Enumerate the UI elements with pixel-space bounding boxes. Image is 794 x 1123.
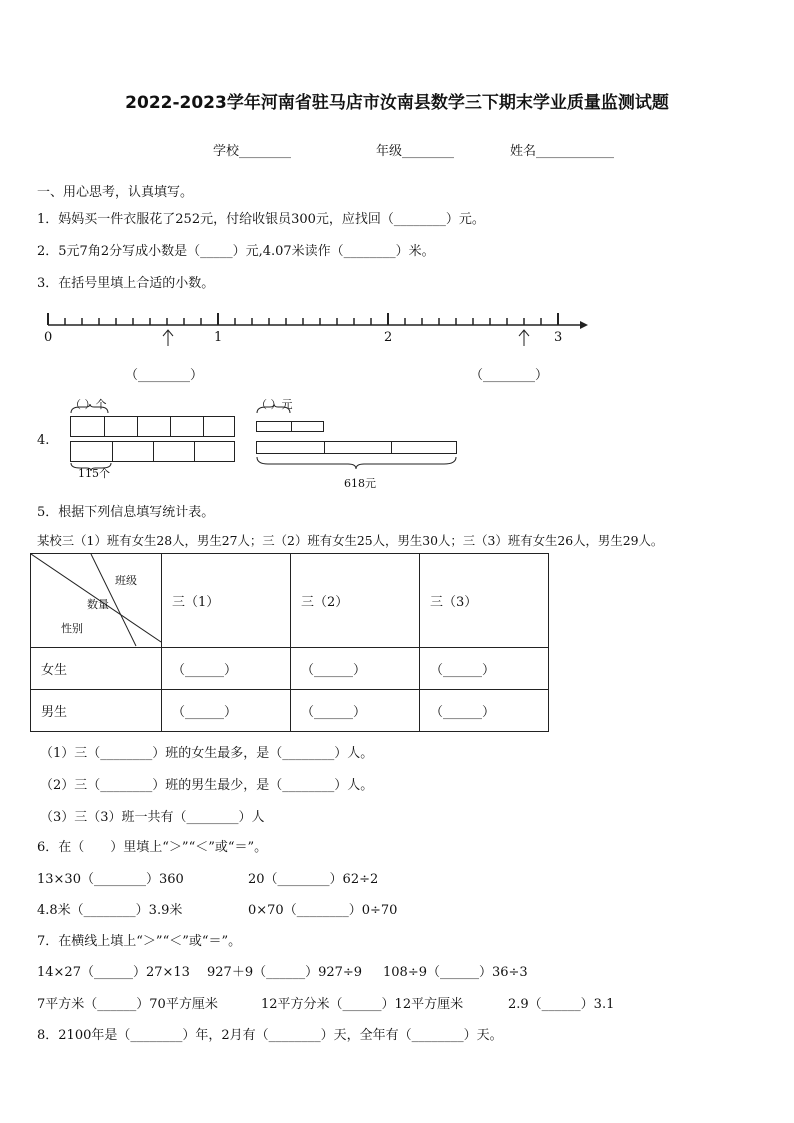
compare-item: 2.9（______）3.1 xyxy=(508,997,615,1012)
school-field[interactable]: 学校________ xyxy=(213,144,292,159)
tick-label-0: 0 xyxy=(44,330,53,345)
compare-item: 20（________）62÷2 xyxy=(248,872,379,887)
q4-left-top-label: （ ）个 xyxy=(70,398,107,411)
header-gender-label: 性别 xyxy=(61,622,83,635)
bar-top-left xyxy=(70,416,235,437)
tick-label-3: 3 xyxy=(554,330,563,345)
q4-right-top-label: （ ）元 xyxy=(256,398,293,411)
compare-item: 13×30（________）360 xyxy=(37,872,184,887)
number-line-figure xyxy=(40,300,600,350)
column-header: 三（2） xyxy=(291,554,420,648)
table-cell[interactable]: （______） xyxy=(420,690,549,732)
sub-question: （2）三（________）班的男生最少，是（________）人。 xyxy=(40,778,374,793)
blank-right[interactable]: （________） xyxy=(470,368,549,383)
page-title: 2022-2023学年河南省驻马店市汝南县数学三下期末学业质量监测试题 xyxy=(125,93,669,113)
column-header: 三（1） xyxy=(162,554,291,648)
tick-label-1: 1 xyxy=(214,330,223,345)
compare-item: 7平方米（______）70平方厘米 xyxy=(37,997,218,1012)
tick-marks xyxy=(48,313,558,325)
bar-top-right xyxy=(256,421,324,432)
row-label: 女生 xyxy=(31,648,162,690)
grade-field[interactable]: 年级________ xyxy=(376,144,455,159)
question-5: 5．根据下列信息填写统计表。 xyxy=(37,505,215,520)
brace-icon xyxy=(256,456,460,470)
row-label: 男生 xyxy=(31,690,162,732)
question-8: 8．2100年是（________）年，2月有（________）天，全年有（________）天。 xyxy=(37,1028,503,1043)
header-count-label: 数量 xyxy=(87,598,109,611)
question-3: 3．在括号里填上合适的小数。 xyxy=(37,276,215,291)
table-cell[interactable]: （______） xyxy=(162,648,291,690)
blank-left[interactable]: （________） xyxy=(125,368,204,383)
table-cell[interactable]: （______） xyxy=(291,690,420,732)
question-1: 1．妈妈买一件衣服花了252元，付给收银员300元，应找回（________）元。 xyxy=(37,212,485,227)
tick-label-2: 2 xyxy=(384,330,393,345)
compare-item: 0×70（________）0÷70 xyxy=(248,903,398,918)
question-7: 7．在横线上填上“＞”“＜”或“＝”。 xyxy=(37,934,242,949)
compare-item: 927＋9（______）927÷9 xyxy=(207,965,363,980)
table-row xyxy=(31,690,549,732)
question-5-info: 某校三（1）班有女生28人，男生27人；三（2）班有女生25人，男生30人；三（3）班有女生26人，男生29人。 xyxy=(37,533,664,548)
table-row xyxy=(31,648,549,690)
q4-left-bottom-label: 115个 xyxy=(78,467,110,480)
compare-item: 4.8米（________）3.9米 xyxy=(37,903,183,918)
q4-right-bottom-label: 618元 xyxy=(344,477,376,490)
section-heading: 一、用心思考，认真填写。 xyxy=(37,185,194,200)
compare-item: 108÷9（______）36÷3 xyxy=(383,965,528,980)
arrow-right-icon xyxy=(580,321,588,329)
table-cell[interactable]: （______） xyxy=(420,648,549,690)
question-6: 6．在（ ）里填上“＞”“＜”或“＝”。 xyxy=(37,840,268,855)
bar-bottom-left xyxy=(70,441,235,462)
bar-bottom-right xyxy=(256,441,457,454)
diagonal-header-cell xyxy=(31,554,162,648)
sub-question: （3）三（3）班一共有（________）人 xyxy=(40,810,265,825)
stats-table xyxy=(30,553,549,732)
question-2: 2．5元7角2分写成小数是（_____）元,4.07米读作（________）米。 xyxy=(37,244,435,259)
compare-item: 14×27（______）27×13 xyxy=(37,965,190,980)
brace-icon xyxy=(70,404,110,414)
compare-item: 12平方分米（______）12平方厘米 xyxy=(261,997,464,1012)
column-header: 三（3） xyxy=(420,554,549,648)
question-4-number: 4. xyxy=(37,433,50,448)
brace-icon xyxy=(256,404,296,414)
name-field[interactable]: 姓名____________ xyxy=(510,144,615,159)
table-cell[interactable]: （______） xyxy=(162,690,291,732)
sub-question: （1）三（________）班的女生最多，是（________）人。 xyxy=(40,746,374,761)
header-class-label: 班级 xyxy=(115,574,137,587)
table-cell[interactable]: （______） xyxy=(291,648,420,690)
